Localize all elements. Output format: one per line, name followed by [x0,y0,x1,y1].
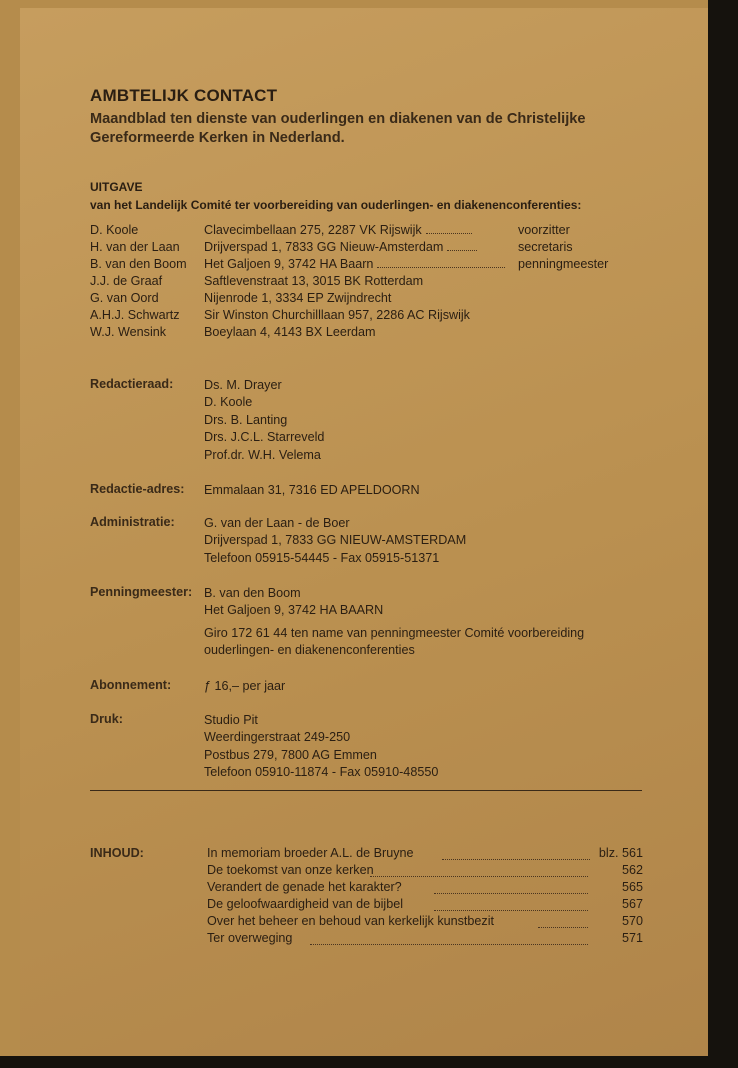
toc-item-title[interactable]: Over het beheer en behoud van kerkelijk kunstbezit [207,914,495,928]
toc-leader [442,859,590,860]
committee-name: B. van den Boom [90,257,187,271]
committee-address: Saftlevenstraat 13, 3015 BK Rotterdam [204,274,424,288]
toc-item-page: 570 [621,914,643,928]
committee-name: D. Koole [90,223,139,237]
subtitle-line-1: Maandblad ten dienste van ouderlingen en diakenen van de Christelijke [90,111,586,127]
administratie-line: Drijverspad 1, 7833 GG NIEUW-AMSTERDAM [204,533,467,548]
redactieraad-member: D. Koole [204,395,253,410]
redactieraad-members [204,377,324,464]
druk-line: Studio Pit [204,713,258,727]
toc-leader [434,893,588,894]
committee-address: Sir Winston Churchilllaan 957, 2286 AC Rijswijk [204,308,470,322]
redactie-adres-label: Redactie-adres: [90,482,185,496]
druk-line: Weerdingerstraat 249-250 [204,730,351,745]
committee-address: Boeylaan 4, 4143 BX Leerdam [204,325,376,339]
redactieraad-member: Drs. J.C.L. Starreveld [204,430,325,445]
committee-name: H. van der Laan [90,240,180,254]
toc-item-title[interactable]: De toekomst van onze kerken [207,863,374,877]
giro-details [204,625,584,660]
toc-item-page: 565 [621,880,643,894]
toc-item-page: 567 [621,897,643,911]
druk-details [204,712,438,782]
committee-name: J.J. de Graaf [90,274,163,288]
section-divider [90,790,642,791]
committee-address: Clavecimbellaan 275, 2287 VK Rijswijk [204,222,472,239]
redactie-adres-value: Emmalaan 31, 7316 ED APELDOORN [204,483,420,497]
druk-line: Postbus 279, 7800 AG Emmen [204,747,377,762]
abonnement-label: Abonnement: [90,678,172,692]
toc-item-title[interactable]: Ter overweging [207,931,293,945]
committee-name: G. van Oord [90,291,159,305]
penningmeester-label: Penningmeester: [90,585,193,599]
toc-leader [538,927,588,928]
redactieraad-member: Ds. M. Drayer [204,378,282,392]
committee-address: Het Galjoen 9, 3742 HA Baarn [204,256,505,273]
redactieraad-label: Redactieraad: [90,377,174,391]
toc-item-page: blz. 561 [598,846,643,860]
committee-name: A.H.J. Schwartz [90,308,180,322]
scan-edge-bottom [0,1056,738,1068]
toc-item-title[interactable]: In memoriam broeder A.L. de Bruyne [207,846,414,860]
redactieraad-member: Prof.dr. W.H. Velema [204,447,321,462]
druk-line: Telefoon 05910-11874 - Fax 05910-48550 [204,765,439,780]
toc-item-page: 571 [621,931,643,945]
giro-line: Giro 172 61 44 ten name van penningmeester Comité voorbereiding [204,626,585,640]
masthead-subtitle [90,110,586,148]
uitgave-label: UITGAVE [90,180,143,194]
penningmeester-details [204,585,383,620]
giro-line: ouderlingen- en diakenenconferenties [204,643,415,658]
committee-role: secretaris [518,240,573,254]
subtitle-line-2: Gereformeerde Kerken in Nederland. [90,130,345,146]
redactieraad-member: Drs. B. Lanting [204,412,288,427]
inhoud-label: INHOUD: [90,846,144,860]
druk-label: Druk: [90,712,123,726]
committee-role: voorzitter [518,223,570,237]
toc-leader [310,944,588,945]
masthead-title: AMBTELIJK CONTACT [90,86,278,105]
penningmeester-line: Het Galjoen 9, 3742 HA BAARN [204,603,384,618]
committee-address: Drijverspad 1, 7833 GG Nieuw-Amsterdam [204,239,477,256]
administratie-label: Administratie: [90,515,175,529]
uitgave-description: van het Landelijk Comité ter voorbereiding van ouderlingen- en diakenenconferenties: [90,198,582,212]
administratie-line: Telefoon 05915-54445 - Fax 05915-51371 [204,550,440,565]
abonnement-value: ƒ 16,– per jaar [204,679,286,693]
administratie-details [204,515,466,567]
toc-item-title[interactable]: Verandert de genade het karakter? [207,880,402,894]
toc-leader [434,910,588,911]
administratie-line: G. van der Laan - de Boer [204,516,350,530]
scan-edge-right [708,0,738,1068]
committee-address: Nijenrode 1, 3334 EP Zwijndrecht [204,291,392,305]
toc-item-page: 562 [621,863,643,877]
committee-name: W.J. Wensink [90,325,167,339]
committee-role: penningmeester [518,257,609,271]
penningmeester-line: B. van den Boom [204,586,301,600]
toc-item-title[interactable]: De geloofwaardigheid van de bijbel [207,897,404,911]
toc-leader [370,876,588,877]
